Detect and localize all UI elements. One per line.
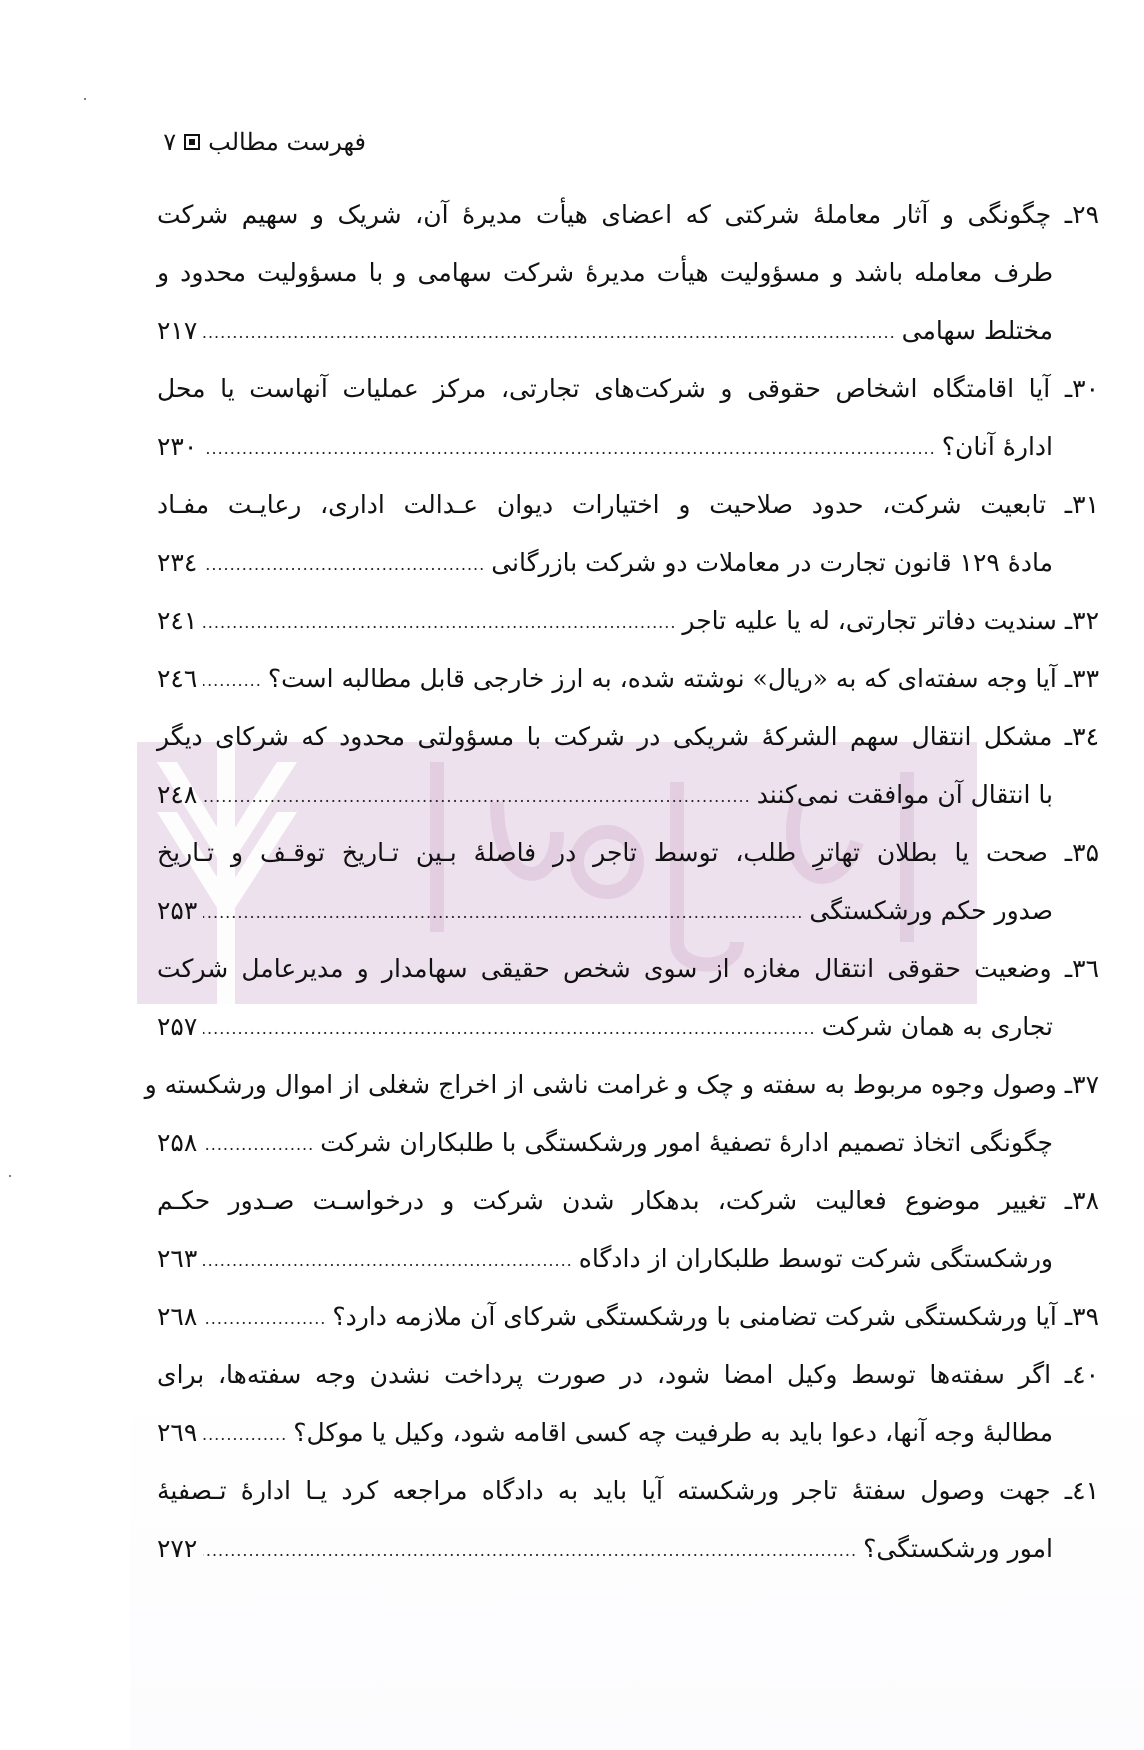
- toc-line: ۲۹ـ چگونگی و آثار معاملهٔ شرکتی که اعضای هیأت مدیرهٔ آن، شریک و سهیم شرکت: [157, 200, 1099, 229]
- toc-line: طرف معامله باشد و مسؤولیت هیأت مدیرهٔ شرکت سهامی و با مسؤولیت محدود و: [157, 258, 1053, 287]
- toc-entry-last-line[interactable]: مادهٔ ۱۲۹ قانون تجارت در معاملات دو شرکت بازرگانی ..... ۲۳٤: [157, 534, 1099, 592]
- dot-leader: [203, 1246, 572, 1276]
- toc-page-number: ۲٤٦: [157, 664, 198, 693]
- toc-entry-last-line[interactable]: چگونگی اتخاذ تصمیم ادارهٔ تصفیهٔ امور ورشکستگی با طلبکاران شرکت ..... ۲۵۸: [157, 1114, 1099, 1172]
- header-title: فهرست مطالب: [208, 128, 366, 156]
- toc-page-number: ۲۷۲: [157, 1534, 198, 1563]
- dot-leader: [203, 550, 485, 580]
- toc-page-number: ۲۵۷: [157, 1012, 198, 1041]
- toc-entry-last-line[interactable]: مختلط سهامی ..... ۲۱۷: [157, 302, 1099, 360]
- toc-page-number: ۲٤۱: [157, 606, 198, 635]
- dot-leader: [203, 898, 803, 928]
- toc-line: ۳۸ـ تغییر موضوع فعالیت شرکت، بدهکار شدن شرکت و درخواسـت صـدور حکـم: [157, 1186, 1099, 1215]
- dot-leader: [203, 1536, 857, 1566]
- dot-leader: [203, 782, 750, 812]
- toc-line: ۳٤ـ مشکل انتقال سهم الشرکهٔ شریکی در شرکت با مسؤولتی محدود که شرکای دیگر: [157, 722, 1099, 751]
- dot-leader: [203, 1304, 326, 1334]
- scan-speck: [84, 98, 86, 100]
- header-page-number: ۷: [163, 128, 177, 156]
- dot-leader: [203, 318, 895, 348]
- square-bullet-icon: [184, 134, 200, 150]
- toc-page-number: ۲۳٤: [157, 548, 198, 577]
- dot-leader: [203, 608, 676, 638]
- toc-entry-last-line[interactable]: مطالبهٔ وجه آنها، دعوا باید به طرفیت چه کسی اقامه شود، وکیل یا موکل؟ ..... ۲٦۹: [157, 1404, 1099, 1462]
- toc-page-number: ۲۳۰: [157, 432, 198, 461]
- toc-line: ٤۱ـ جهت وصول سفتهٔ تاجر ورشکسته آیا باید به دادگاه مراجعه کرد یـا ادارهٔ تـصفیهٔ: [157, 1476, 1099, 1505]
- dot-leader: [203, 1130, 314, 1160]
- dot-leader: [203, 1420, 287, 1450]
- dot-leader: [203, 434, 935, 464]
- toc-page-number: ۲٦۹: [157, 1418, 198, 1447]
- toc-entry-last-line[interactable]: امور ورشکستگی؟ ..... ۲۷۲: [157, 1520, 1099, 1578]
- page-header: [163, 128, 366, 156]
- toc-entry-last-line[interactable]: ادارهٔ آنان؟ ..... ۲۳۰: [157, 418, 1099, 476]
- toc-page-number: ۲۵۳: [157, 896, 198, 925]
- toc-line: ۳۵ـ صحت یا بطلان تهاترِ طلب، توسط تاجر در فاصلهٔ بـین تـاریخ توقـف و تـاریخ: [157, 838, 1099, 867]
- toc-page-number: ۲٦۳: [157, 1244, 198, 1273]
- toc-entry-last-line[interactable]: ۳۲ـ سندیت دفاتر تجارتی، له یا علیه تاجر ..... ۲٤۱: [157, 592, 1099, 650]
- toc-line: ٤۰ـ اگر سفته‌ها توسط وکیل امضا شود، در صورت پرداخت نشدن وجه سفته‌ها، برای: [157, 1360, 1099, 1389]
- toc-line: ۳۷ـ وصول وجوه مربوط به سفته و چک و غرامت ناشی از اخراج شغلی از اموال ورشکسته و: [144, 1070, 1099, 1099]
- toc-entry-last-line[interactable]: تجاری به همان شرکت ..... ۲۵۷: [157, 998, 1099, 1056]
- toc-entry-last-line[interactable]: با انتقال آن موافقت نمی‌کنند ..... ۲٤۸: [157, 766, 1099, 824]
- toc-line: ۳٦ـ وضعیت حقوقی انتقال مغازه از سوی شخص حقیقی سهامدار و مدیرعامل شرکت: [157, 954, 1099, 983]
- toc-page-number: ۲۱۷: [157, 316, 198, 345]
- table-of-contents: [144, 186, 1099, 1578]
- dot-leader: [203, 666, 262, 696]
- toc-page-number: ۲٤۸: [157, 780, 198, 809]
- scan-speck: [9, 1175, 11, 1177]
- dot-leader: [203, 1014, 815, 1044]
- toc-page-number: ۲٦۸: [157, 1302, 198, 1331]
- toc-line: ۳۱ـ تابعیت شرکت، حدود صلاحیت و اختیارات دیوان عـدالت اداری، رعایـت مفـاد: [157, 490, 1099, 519]
- toc-line: ۳۰ـ آیا اقامتگاه اشخاص حقوقی و شرکت‌های تجارتی، مرکز عملیات آنهاست یا محل: [157, 374, 1099, 403]
- toc-entry-last-line[interactable]: صدور حکم ورشکستگی ..... ۲۵۳: [157, 882, 1099, 940]
- toc-page-number: ۲۵۸: [157, 1128, 198, 1157]
- toc-entry-last-line[interactable]: ۳۳ـ آیا وجه سفته‌ای که به «ریال» نوشته شده، به ارز خارجی قابل مطالبه است؟ ..... ۲٤٦: [157, 650, 1099, 708]
- toc-entry-last-line[interactable]: ورشکستگی شرکت توسط طلبکاران از دادگاه ..... ۲٦۳: [157, 1230, 1099, 1288]
- toc-entry-last-line[interactable]: ۳۹ـ آیا ورشکستگی شرکت تضامنی با ورشکستگی شرکای آن ملازمه دارد؟ ..... ۲٦۸: [157, 1288, 1099, 1346]
